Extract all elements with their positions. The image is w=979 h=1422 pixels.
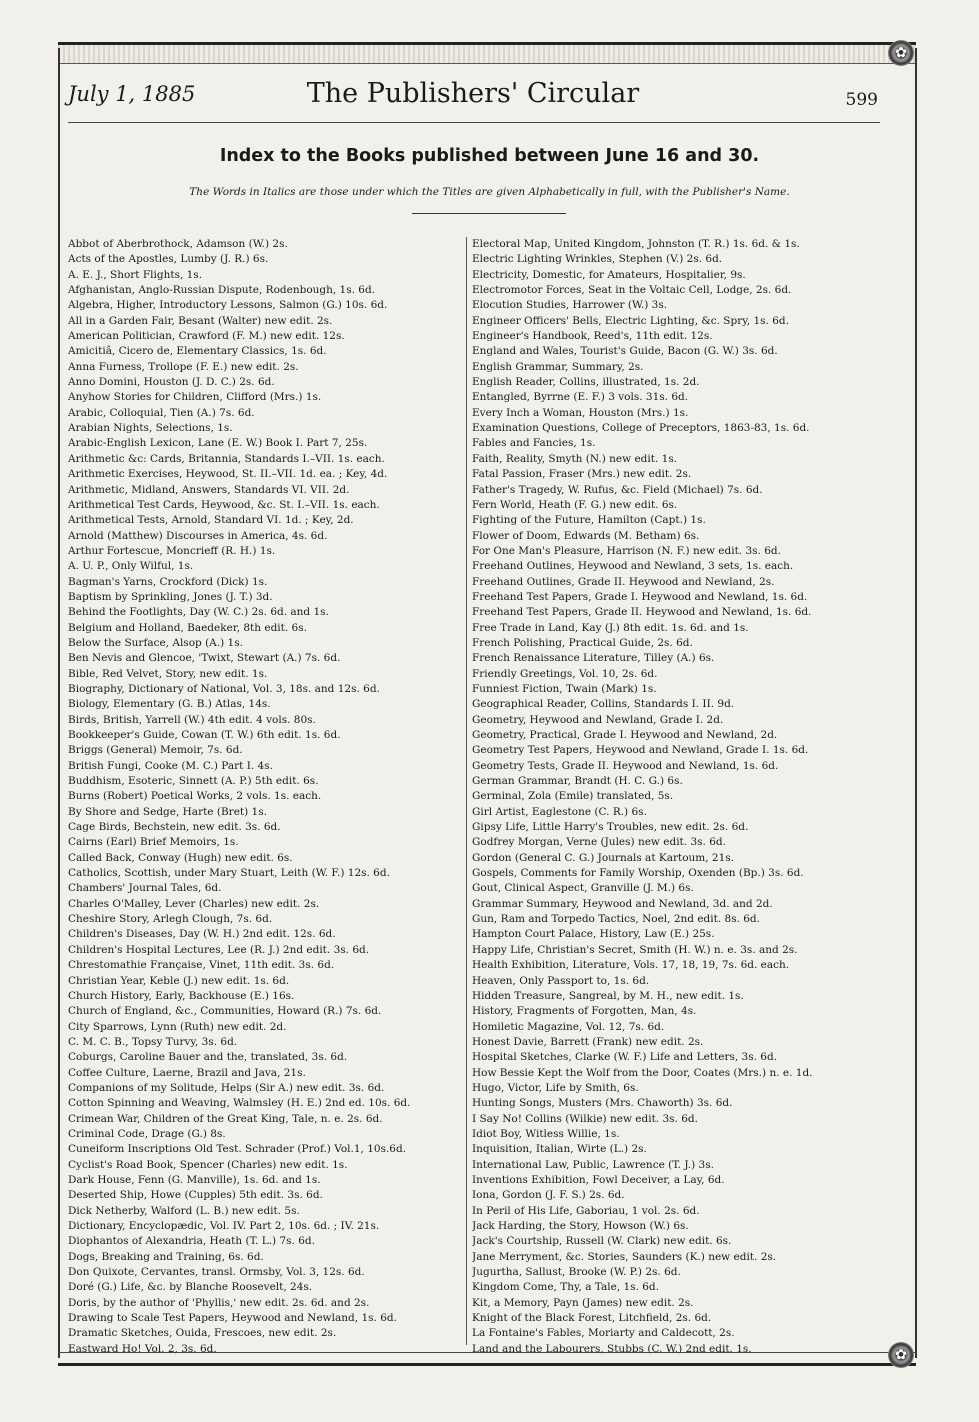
index-entry: Biography, Dictionary of National, Vol. 3, 18s. and 12s. 6d.: [68, 682, 380, 695]
index-entry: Godfrey Morgan, Verne (Jules) new edit. 3s. 6d.: [472, 836, 726, 849]
index-entry: Jack's Courtship, Russell (W. Clark) new edit. 6s.: [472, 1235, 732, 1248]
index-entry: Geographical Reader, Collins, Standards I. II. 9d.: [472, 698, 735, 711]
index-entry: Idiot Boy, Witless Willie, 1s.: [472, 1127, 620, 1140]
index-entry: All in a Garden Fair, Besant (Walter) new edit. 2s.: [68, 314, 333, 327]
index-entry: Free Trade in Land, Kay (J.) 8th edit. 1s. 6d. and 1s.: [472, 621, 749, 634]
index-entry: Faith, Reality, Smyth (N.) new edit. 1s.: [472, 452, 678, 465]
index-entry: Anna Furness, Trollope (F. E.) new edit. 2s.: [68, 360, 299, 373]
index-entry: Anyhow Stories for Children, Clifford (Mrs.) 1s.: [68, 391, 322, 404]
index-entry: Entangled, Byrrne (E. F.) 3 vols. 31s. 6d.: [472, 391, 689, 404]
index-entry: Kingdom Come, Thy, a Tale, 1s. 6d.: [472, 1281, 659, 1294]
running-header: [68, 78, 878, 118]
index-entry: Briggs (General) Memoir, 7s. 6d.: [68, 744, 243, 757]
index-entry: Baptism by Sprinkling, Jones (J. T.) 3d.: [68, 590, 273, 603]
index-entry: Heaven, Only Passport to, 1s. 6d.: [472, 974, 650, 987]
index-entry: Freehand Test Papers, Grade II. Heywood and Newland, 1s. 6d.: [472, 606, 812, 619]
index-entry: Jack Harding, the Story, Howson (W.) 6s.: [472, 1220, 689, 1232]
index-entry: Freehand Test Papers, Grade I. Heywood and Newland, 1s. 6d.: [472, 590, 808, 603]
index-entry: Geometry Tests, Grade II. Heywood and Newland, 1s. 6d.: [472, 759, 779, 772]
index-entry: Father's Tragedy, W. Rufus, &c. Field (Michael) 7s. 6d.: [472, 483, 763, 496]
index-entry: Buddhism, Esoteric, Sinnett (A. P.) 5th edit. 6s.: [68, 775, 319, 788]
index-entry: History, Fragments of Forgotten, Man, 4s.: [472, 1005, 697, 1018]
index-entry: Biology, Elementary (G. B.) Atlas, 14s.: [68, 698, 271, 711]
index-entry: Arabian Nights, Selections, 1s.: [68, 422, 233, 435]
index-entry: Arithmetical Tests, Arnold, Standard VI. 1d. ; Key, 2d.: [68, 514, 354, 527]
index-entry: Freehand Outlines, Heywood and Newland, 3 sets, 1s. each.: [472, 560, 794, 573]
index-entry: Gun, Ram and Torpedo Tactics, Noel, 2nd edit. 8s. 6d.: [472, 913, 760, 926]
index-entry: French Polishing, Practical Guide, 2s. 6d.: [472, 636, 693, 649]
index-entry: Coburgs, Caroline Bauer and the, translated, 3s. 6d.: [68, 1051, 348, 1064]
index-entry: Jane Merryment, &c. Stories, Saunders (K.) new edit. 2s.: [472, 1250, 777, 1263]
journal-title: The Publishers' Circular: [306, 78, 640, 109]
index-entry: A. U. P., Only Wilful, 1s.: [68, 560, 194, 573]
index-entry: Behind the Footlights, Day (W. C.) 2s. 6d. and 1s.: [68, 606, 329, 619]
index-entry: Arabic-English Lexicon, Lane (E. W.) Book I. Part 7, 25s.: [68, 437, 368, 450]
index-entry: Engineer Officers' Bells, Electric Lighting, &c. Spry, 1s. 6d.: [472, 314, 789, 327]
index-entry: Iona, Gordon (J. F. S.) 2s. 6d.: [472, 1189, 625, 1202]
index-entry: English Grammar, Summary, 2s.: [472, 360, 644, 373]
index-entry: Dictionary, Encyclopædic, Vol. IV. Part 2, 10s. 6d. ; IV. 21s.: [68, 1220, 380, 1232]
index-entry: Hampton Court Palace, History, Law (E.) 25s.: [472, 928, 715, 941]
index-entry: Arthur Fortescue, Moncrieff (R. H.) 1s.: [68, 544, 276, 557]
index-entry: Chambers' Journal Tales, 6d.: [68, 882, 222, 895]
index-entry: Doré (G.) Life, &c. by Blanche Roosevelt, 24s.: [68, 1281, 313, 1294]
corner-ornament-icon: ✿: [888, 1342, 914, 1368]
index-entry: Dramatic Sketches, Ouida, Frescoes, new edit. 2s.: [68, 1327, 337, 1340]
index-entry: Cuneiform Inscriptions Old Test. Schrader (Prof.) Vol.1, 10s.6d.: [68, 1143, 407, 1156]
index-entry: England and Wales, Tourist's Guide, Bacon (G. W.) 3s. 6d.: [472, 345, 778, 358]
header-date: July 1, 1885: [68, 82, 196, 106]
index-entry: Cairns (Earl) Brief Memoirs, 1s.: [68, 836, 239, 849]
index-entry: Don Quixote, Cervantes, transl. Ormsby, Vol. 3, 12s. 6d.: [68, 1266, 365, 1279]
index-entry: Church History, Early, Backhouse (E.) 16s.: [68, 989, 295, 1002]
index-title: Index to the Books published between June 16 and 30.: [219, 146, 760, 166]
index-entry: Geometry, Practical, Grade I. Heywood and Newland, 2d.: [472, 729, 778, 741]
index-entry: Crimean War, Children of the Great King, Tale, n. e. 2s. 6d.: [68, 1112, 383, 1125]
index-entry: Arithmetic, Midland, Answers, Standards VI. VII. 2d.: [68, 483, 350, 496]
index-entry: International Law, Public, Lawrence (T. J.) 3s.: [472, 1158, 714, 1171]
index-entry: Engineer's Handbook, Reed's, 11th edit. 12s.: [472, 330, 713, 343]
index-entry: Inventions Exhibition, Fowl Deceiver, a Lay, 6d.: [472, 1173, 725, 1186]
index-entry: Companions of my Solitude, Helps (Sir A.) new edit. 3s. 6d.: [68, 1081, 385, 1094]
index-entry: Algebra, Higher, Introductory Lessons, Salmon (G.) 10s. 6d.: [68, 299, 388, 312]
index-entry: Diophantos of Alexandria, Heath (T. L.) 7s. 6d.: [68, 1235, 315, 1248]
index-entry: Honest Davie, Barrett (Frank) new edit. 2s.: [472, 1035, 704, 1048]
index-entry: Geometry Test Papers, Heywood and Newland, Grade I. 1s. 6d.: [472, 744, 809, 757]
index-entry: La Fontaine's Fables, Moriarty and Caldecott, 2s.: [472, 1327, 735, 1340]
index-entry: Germinal, Zola (Emile) translated, 5s.: [472, 790, 674, 803]
title-divider: [412, 213, 566, 214]
index-entry: Electric Lighting Wrinkles, Stephen (V.) 2s. 6d.: [472, 253, 723, 266]
index-entry: Dark House, Fenn (G. Manville), 1s. 6d. and 1s.: [68, 1173, 321, 1186]
index-entry: Catholics, Scottish, under Mary Stuart, Leith (W. F.) 12s. 6d.: [68, 867, 390, 880]
index-entry: Happy Life, Christian's Secret, Smith (H. W.) n. e. 3s. and 2s.: [472, 943, 798, 956]
index-entry: Grammar Summary, Heywood and Newland, 3d. and 2d.: [472, 897, 773, 910]
index-entry: Belgium and Holland, Baedeker, 8th edit. 6s.: [68, 621, 307, 634]
index-entry: Hunting Songs, Musters (Mrs. Chaworth) 3s. 6d.: [472, 1097, 733, 1110]
page-number: 599: [845, 90, 878, 110]
index-entry: Hospital Sketches, Clarke (W. F.) Life and Letters, 3s. 6d.: [472, 1051, 778, 1064]
index-entry: Funniest Fiction, Twain (Mark) 1s.: [472, 682, 657, 695]
index-entry: Deserted Ship, Howe (Cupples) 5th edit. 3s. 6d.: [68, 1189, 323, 1202]
index-entry: Gipsy Life, Little Harry's Troubles, new edit. 2s. 6d.: [472, 821, 749, 834]
index-entry: Fables and Fancies, 1s.: [472, 437, 596, 450]
index-entry: Cheshire Story, Arlegh Clough, 7s. 6d.: [68, 913, 273, 926]
index-entry: Acts of the Apostles, Lumby (J. R.) 6s.: [68, 253, 269, 266]
index-entry: Cyclist's Road Book, Spencer (Charles) new edit. 1s.: [68, 1158, 348, 1171]
index-entry: Criminal Code, Drage (G.) 8s.: [68, 1127, 226, 1140]
index-entry: In Peril of His Life, Gaboriau, 1 vol. 2s. 6d.: [472, 1204, 700, 1217]
index-entry: Electricity, Domestic, for Amateurs, Hospitalier, 9s.: [472, 268, 746, 281]
index-entry: Girl Artist, Eaglestone (C. R.) 6s.: [472, 805, 647, 818]
index-entry: Eastward Ho! Vol. 2, 3s. 6d.: [68, 1342, 217, 1355]
column-divider: [466, 237, 467, 1345]
index-entry: Doris, by the author of 'Phyllis,' new edit. 2s. 6d. and 2s.: [68, 1296, 370, 1309]
bottom-border-rule: [58, 1352, 916, 1366]
index-entry: Bookkeeper's Guide, Cowan (T. W.) 6th edit. 1s. 6d.: [68, 729, 341, 741]
index-entry: Kit, a Memory, Payn (James) new edit. 2s.: [472, 1296, 694, 1309]
index-entry: Elocution Studies, Harrower (W.) 3s.: [472, 299, 668, 312]
index-entry: Coffee Culture, Laerne, Brazil and Java, 21s.: [68, 1066, 306, 1079]
index-entry: Gospels, Comments for Family Worship, Oxenden (Bp.) 3s. 6d.: [472, 867, 804, 880]
index-entry: Below the Surface, Alsop (A.) 1s.: [68, 636, 243, 649]
index-entry: Jugurtha, Sallust, Brooke (W. P.) 2s. 6d.: [472, 1266, 681, 1279]
index-entry: Children's Hospital Lectures, Lee (R. J.) 2nd edit. 3s. 6d.: [68, 943, 370, 956]
index-column-left: [68, 237, 464, 1357]
index-entry: Hidden Treasure, Sangreal, by M. H., new edit. 1s.: [472, 989, 744, 1002]
index-entry: Charles O'Malley, Lever (Charles) new edit. 2s.: [68, 897, 320, 910]
index-entry: Bible, Red Velvet, Story, new edit. 1s.: [68, 667, 268, 680]
index-entry: Afghanistan, Anglo-Russian Dispute, Rodenbough, 1s. 6d.: [68, 284, 376, 297]
index-entry: Christian Year, Keble (J.) new edit. 1s. 6d.: [68, 974, 290, 987]
index-entry: American Politician, Crawford (F. M.) new edit. 12s.: [68, 330, 345, 343]
index-entry: Abbot of Aberbrothock, Adamson (W.) 2s.: [68, 238, 288, 250]
index-entry: Land and the Labourers, Stubbs (C. W.) 2nd edit. 1s.: [472, 1342, 752, 1355]
index-entry: Gordon (General C. G.) Journals at Kartoum, 21s.: [472, 851, 735, 864]
index-entry: Bagman's Yarns, Crockford (Dick) 1s.: [68, 575, 268, 588]
index-entry: Electoral Map, United Kingdom, Johnston (T. R.) 1s. 6d. & 1s.: [472, 238, 800, 250]
index-entry: I Say No! Collins (Wilkie) new edit. 3s. 6d.: [472, 1112, 698, 1125]
index-entry: Fatal Passion, Fraser (Mrs.) new edit. 2s.: [472, 468, 692, 481]
index-entry: Electromotor Forces, Seat in the Voltaic Cell, Lodge, 2s. 6d.: [472, 284, 792, 297]
index-entry: Fern World, Heath (F. G.) new edit. 6s.: [472, 498, 678, 511]
index-entry: Gout, Clinical Aspect, Granville (J. M.) 6s.: [472, 882, 694, 895]
header-rule: [68, 122, 880, 123]
index-entry: Burns (Robert) Poetical Works, 2 vols. 1s. each.: [68, 790, 322, 803]
index-entry: Church of England, &c., Communities, Howard (R.) 7s. 6d.: [68, 1005, 382, 1018]
index-entry: C. M. C. B., Topsy Turvy, 3s. 6d.: [68, 1035, 238, 1048]
index-entry: Geometry, Heywood and Newland, Grade I. 2d.: [472, 713, 724, 726]
index-entry: Hugo, Victor, Life by Smith, 6s.: [472, 1081, 639, 1094]
index-entry: Called Back, Conway (Hugh) new edit. 6s.: [68, 851, 293, 864]
index-entry: Knight of the Black Forest, Litchfield, 2s. 6d.: [472, 1312, 712, 1325]
index-entry: City Sparrows, Lynn (Ruth) new edit. 2d.: [68, 1020, 287, 1033]
index-entry: Every Inch a Woman, Houston (Mrs.) 1s.: [472, 406, 689, 419]
index-entry: Arithmetic &c: Cards, Britannia, Standards I.–VII. 1s. each.: [68, 452, 385, 465]
index-entry: French Renaissance Literature, Tilley (A.) 6s.: [472, 652, 715, 665]
index-entry: English Reader, Collins, illustrated, 1s. 2d.: [472, 376, 700, 389]
index-entry: German Grammar, Brandt (H. C. G.) 6s.: [472, 775, 683, 788]
index-entry: Health Exhibition, Literature, Vols. 17, 18, 19, 7s. 6d. each.: [472, 959, 790, 972]
index-entry: Drawing to Scale Test Papers, Heywood and Newland, 1s. 6d.: [68, 1312, 397, 1325]
index-entry: How Bessie Kept the Wolf from the Door, Coates (Mrs.) n. e. 1d.: [472, 1066, 813, 1079]
index-entry: Amicitiâ, Cicero de, Elementary Classics, 1s. 6d.: [68, 345, 327, 358]
index-entry: Arithmetical Test Cards, Heywood, &c. St. I.–VII. 1s. each.: [68, 498, 380, 511]
index-entry: A. E. J., Short Flights, 1s.: [68, 268, 203, 281]
index-subtitle: The Words in Italics are those under which the Titles are given Alphabetically in full, with the Publisher's Name.: [189, 186, 790, 198]
index-entry: Inquisition, Italian, Wirte (L.) 2s.: [472, 1143, 647, 1156]
index-entry: Freehand Outlines, Grade II. Heywood and Newland, 2s.: [472, 575, 775, 588]
index-entry: Anno Domini, Houston (J. D. C.) 2s. 6d.: [68, 376, 275, 389]
index-entry: Ben Nevis and Glencoe, 'Twixt, Stewart (A.) 7s. 6d.: [68, 652, 341, 665]
index-entry: British Fungi, Cooke (M. C.) Part I. 4s.: [68, 759, 273, 772]
index-entry: Arithmetic Exercises, Heywood, St. II.–VII. 1d. ea. ; Key, 4d.: [68, 468, 388, 481]
index-entry: Homiletic Magazine, Vol. 12, 7s. 6d.: [472, 1020, 665, 1033]
corner-ornament-icon: ✿: [888, 40, 914, 66]
index-entry: Cage Birds, Bechstein, new edit. 3s. 6d.: [68, 821, 281, 834]
index-entry: Dick Netherby, Walford (L. B.) new edit. 5s.: [68, 1204, 300, 1217]
index-entry: Examination Questions, College of Preceptors, 1863-83, 1s. 6d.: [472, 422, 810, 435]
index-column-right: [472, 237, 882, 1357]
index-entry: Dogs, Breaking and Training, 6s. 6d.: [68, 1250, 264, 1263]
index-entry: Arnold (Matthew) Discourses in America, 4s. 6d.: [68, 529, 328, 542]
index-entry: Arabic, Colloquial, Tien (A.) 7s. 6d.: [68, 406, 255, 419]
index-entry: Chrestomathie Française, Vinet, 11th edit. 3s. 6d.: [68, 959, 335, 972]
index-entry: Friendly Greetings, Vol. 10, 2s. 6d.: [472, 667, 658, 680]
index-entry: Flower of Doom, Edwards (M. Betham) 6s.: [472, 529, 700, 542]
index-entry: Fighting of the Future, Hamilton (Capt.) 1s.: [472, 514, 706, 527]
index-entry: By Shore and Sedge, Harte (Bret) 1s.: [68, 805, 267, 818]
index-entry: Birds, British, Yarrell (W.) 4th edit. 4 vols. 80s.: [68, 713, 316, 726]
index-entry: Cotton Spinning and Weaving, Walmsley (H. E.) 2nd ed. 10s. 6d.: [68, 1097, 411, 1110]
index-entry: For One Man's Pleasure, Harrison (N. F.) new edit. 3s. 6d.: [472, 544, 781, 557]
index-entry: Children's Diseases, Day (W. H.) 2nd edit. 12s. 6d.: [68, 928, 336, 941]
